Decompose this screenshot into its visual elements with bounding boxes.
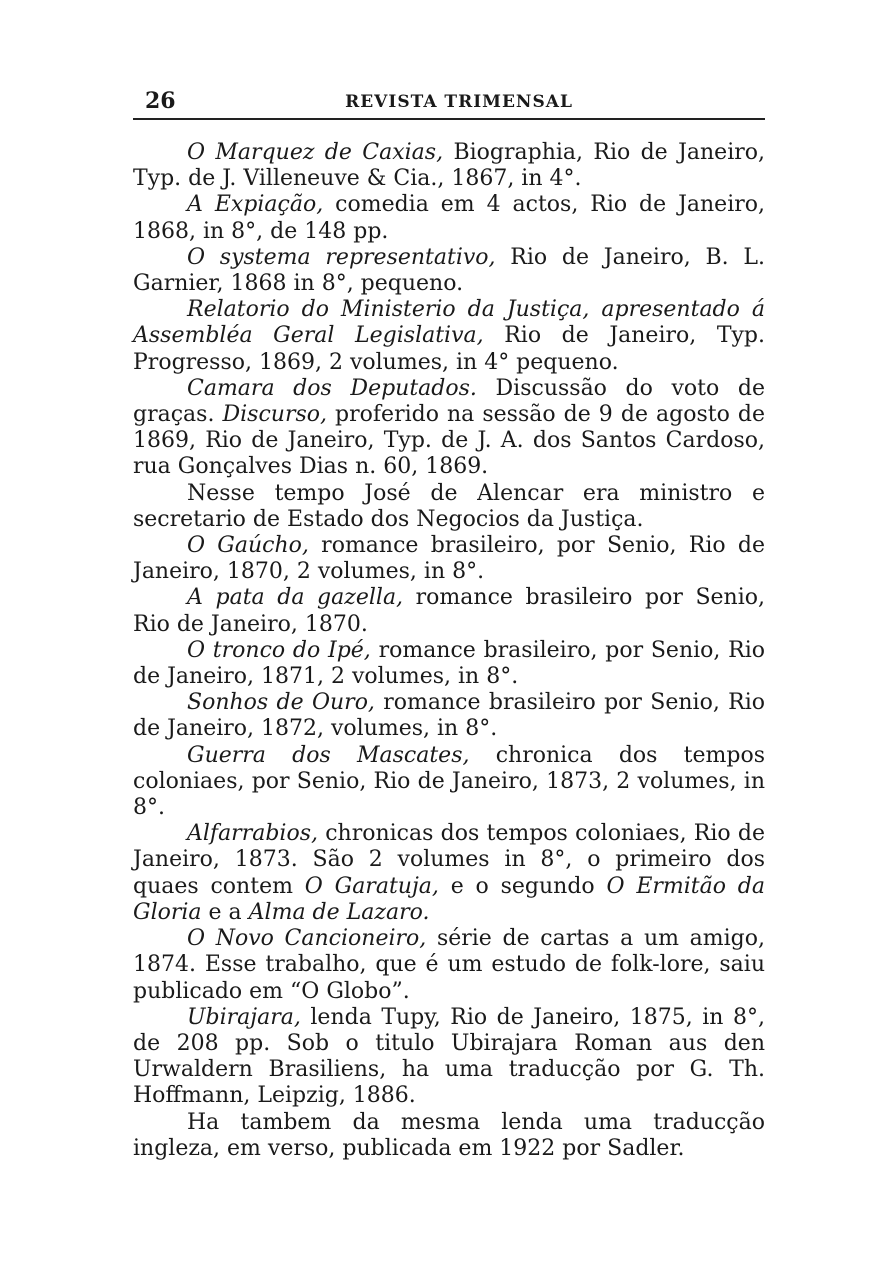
entry-text: Rio de Janeiro, B. L. Garnier, 1868 in 8°, pequeno. — [133, 244, 765, 297]
work-title: Sonhos de Ouro, — [187, 690, 375, 716]
page-header — [133, 88, 765, 120]
bibliography-entry — [133, 376, 765, 481]
bibliography-entry — [133, 140, 765, 192]
bibliography-entry — [133, 743, 765, 822]
running-title: REVISTA TRIMENSAL — [345, 92, 573, 112]
entry-text: romance brasileiro, por Senio, Rio de Janeiro, 1871, 2 volumes, in 8°. — [133, 637, 766, 690]
work-title: Guerra dos Mascates, — [187, 742, 470, 768]
bibliography-note — [133, 481, 765, 533]
work-title: O Marquez de Caxias, — [187, 140, 444, 165]
entry-text: série de cartas a um amigo, 1874. Esse trabalho, que é um estudo de folk-lore, saiu publicado em “O Globo”. — [133, 926, 765, 1004]
work-title: O Gaúcho, — [187, 533, 309, 559]
work-title: O Garatuja, — [304, 873, 439, 899]
entry-text: Discussão do voto de graças. — [133, 375, 765, 428]
bibliography-list — [133, 140, 765, 1162]
work-title: O systema representativo, — [187, 244, 496, 270]
work-title: O Novo Cancioneiro, — [187, 926, 427, 952]
entry-text: Biographia, Rio de Janeiro, Typ. de J. Villeneuve & Cia., 1867, in 4°. — [133, 140, 765, 192]
bibliography-entry — [133, 585, 765, 637]
bibliography-entry — [133, 192, 765, 244]
entry-text: proferido na sessão de 9 de agosto de 1869, Rio de Janeiro, Typ. de J. A. dos Santos Cardoso, rua Gonçalves Dias n. 60, 1869. — [133, 402, 765, 480]
work-title: O tronco do Ipé, — [187, 637, 371, 663]
work-title: Alfarrabios, — [187, 821, 318, 847]
work-title: Alma de Lazaro. — [248, 899, 430, 925]
bibliography-entry — [133, 297, 765, 376]
bibliography-entry — [133, 926, 765, 1005]
bibliography-note — [133, 1110, 765, 1162]
entry-text: Nesse tempo José de Alencar era ministro e secretario de Estado dos Negocios da Justiça. — [133, 480, 765, 532]
bibliography-entry — [133, 1005, 765, 1110]
bibliography-entry — [133, 821, 765, 926]
page-number: 26 — [145, 88, 176, 114]
entry-text: Rio de Janeiro, Typ. Progresso, 1869, 2 volumes, in 4° pequeno. — [133, 323, 765, 375]
entry-text: romance brasileiro por Senio, Rio de Janeiro, 1870. — [133, 585, 766, 637]
entry-text: chronicas dos tempos coloniaes, Rio de Janeiro, 1873. São 2 volumes in 8°, o primeiro dos quaes contem — [133, 821, 765, 899]
entry-text: romance brasileiro por Senio, Rio de Janeiro, 1872, volumes, in 8°. — [133, 690, 765, 742]
work-title: Discurso, — [214, 402, 327, 428]
bibliography-entry — [133, 245, 765, 297]
work-title: A Expiação, — [187, 192, 324, 218]
work-title: A pata da gazella, — [187, 585, 404, 611]
entry-text: comedia em 4 actos, Rio de Janeiro, 1868, in 8°, de 148 pp. — [133, 192, 765, 244]
entry-text: chronica dos tempos coloniaes, por Senio, Rio de Janeiro, 1873, 2 volumes, in 8°. — [133, 742, 765, 821]
work-title: Relatorio do Ministerio da Justiça, apresentado á Assembléa Geral Legislativa, — [133, 297, 765, 349]
entry-text: Ha tambem da mesma lenda uma traducção ingleza, em verso, publicada em 1922 por Sadler. — [133, 1109, 765, 1161]
bibliography-entry — [133, 690, 765, 742]
entry-text: romance brasileiro, por Senio, Rio de Janeiro, 1870, 2 volumes, in 8°. — [133, 533, 765, 585]
bibliography-entry — [133, 638, 765, 690]
bibliography-entry — [133, 533, 765, 585]
entry-text: lenda Tupy, Rio de Janeiro, 1875, in 8°, de 208 pp. Sob o titulo Ubirajara Roman aus den Urwaldern Brasiliens, ha uma traducção por G. Th. Hoffmann, Leipzig, 1886. — [133, 1004, 765, 1109]
entry-text: e a — [201, 899, 249, 925]
work-title: Camara dos Deputados. — [187, 375, 477, 401]
work-title: Ubirajara, — [187, 1004, 301, 1030]
entry-text: e o segundo — [438, 873, 607, 899]
work-title: O Ermitão da Gloria — [133, 873, 766, 925]
